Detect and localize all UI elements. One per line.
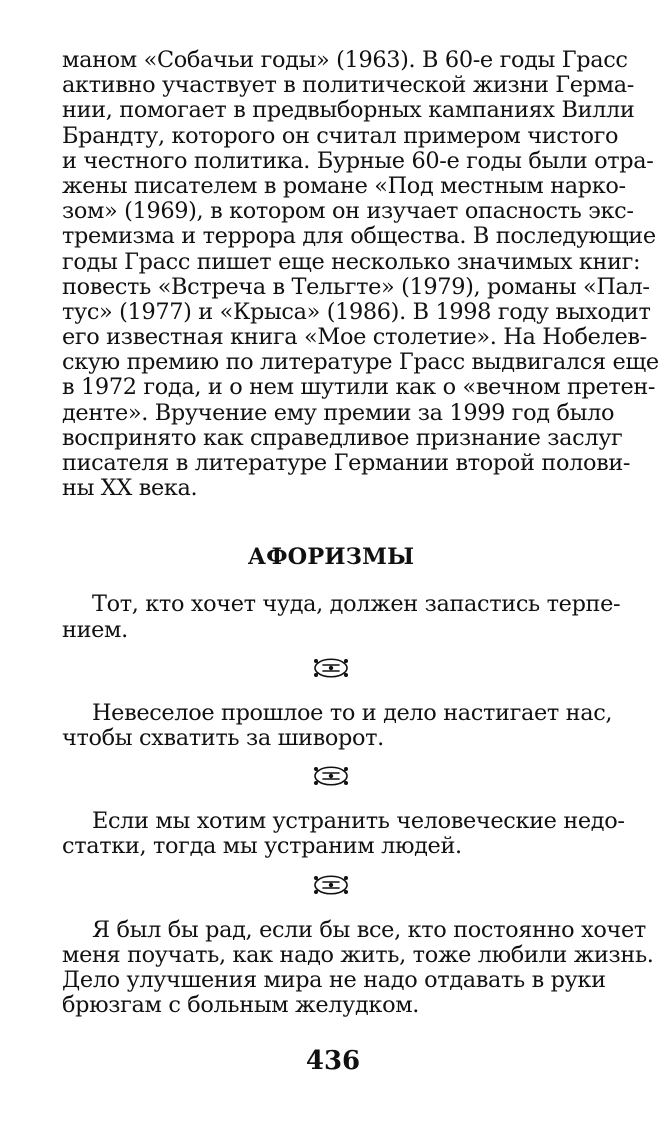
body-line: скую премию по литературе Грасс выдвигался еще (62, 349, 659, 376)
decorative-separator-icon (312, 657, 350, 679)
body-line: маном «Собачьи годы» (1963). В 60-е годы Грасс (62, 47, 628, 73)
aphorism-line: брюзгам с больным желудком. (62, 992, 420, 1019)
body-paragraph (62, 47, 659, 502)
body-line: тремизма и террора для общества. В последующие (62, 223, 656, 250)
decorative-separator-icon (312, 874, 350, 896)
aphorism-line: чтобы схватить за шиворот. (62, 724, 384, 751)
section-title: АФОРИЗМЫ (247, 544, 415, 571)
body-line: годы Грасс пишет еще несколько значимых книг: (62, 248, 641, 275)
body-line: Брандту, которого он считал примером чистого (62, 122, 619, 149)
aphorism-line: Дело улучшения мира не надо отдавать в руки (62, 966, 606, 993)
page-content (62, 47, 659, 1019)
decorative-separator-icon (312, 765, 350, 787)
aphorism-line: Если мы хотим устранить человеческие недо- (92, 808, 625, 835)
body-line: воспринято как справедливое признание заслуг (62, 424, 623, 451)
aphorism-line: статки, тогда мы устраним людей. (62, 833, 462, 860)
aphorism (62, 591, 621, 643)
aphorism (62, 808, 625, 860)
body-line: повесть «Встреча в Тельгте» (1979), романы «Пал- (62, 273, 650, 300)
aphorism-line: нием. (62, 616, 128, 643)
body-line: писателя в литературе Германии второй полови- (62, 450, 631, 476)
body-line: нии, помогает в предвыборных кампаниях Вилли (62, 97, 635, 124)
body-line: активно участвует в политической жизни Герма- (62, 72, 634, 99)
aphorism-line: Невеселое прошлое то и дело настигает нас, (92, 699, 613, 726)
body-line: ны XX века. (62, 475, 198, 502)
body-line: зом» (1969), в котором он изучает опасность экс- (62, 198, 634, 225)
aphorism (62, 916, 654, 1019)
body-line: в 1972 года, и о нем шутили как о «вечном претен- (62, 374, 656, 401)
page-number: 436 (305, 1046, 361, 1076)
body-line: его известная книга «Мое столетие». На Нобелев- (62, 324, 647, 351)
aphorism (62, 699, 613, 751)
body-line: тус» (1977) и «Крыса» (1986). В 1998 году выходит (62, 298, 651, 325)
body-line: и честного политика. Бурные 60-е годы были отра- (62, 147, 654, 174)
body-line: денте». Вручение ему премии за 1999 год было (62, 399, 615, 426)
aphorism-line: Я был бы рад, если бы все, кто постоянно хочет (92, 916, 646, 943)
aphorism-line: Тот, кто хочет чуда, должен запастись терпе- (92, 591, 621, 618)
aphorism-line: меня поучать, как надо жить, тоже любили жизнь. (62, 941, 654, 968)
body-line: жены писателем в романе «Под местным нарко- (62, 172, 626, 199)
